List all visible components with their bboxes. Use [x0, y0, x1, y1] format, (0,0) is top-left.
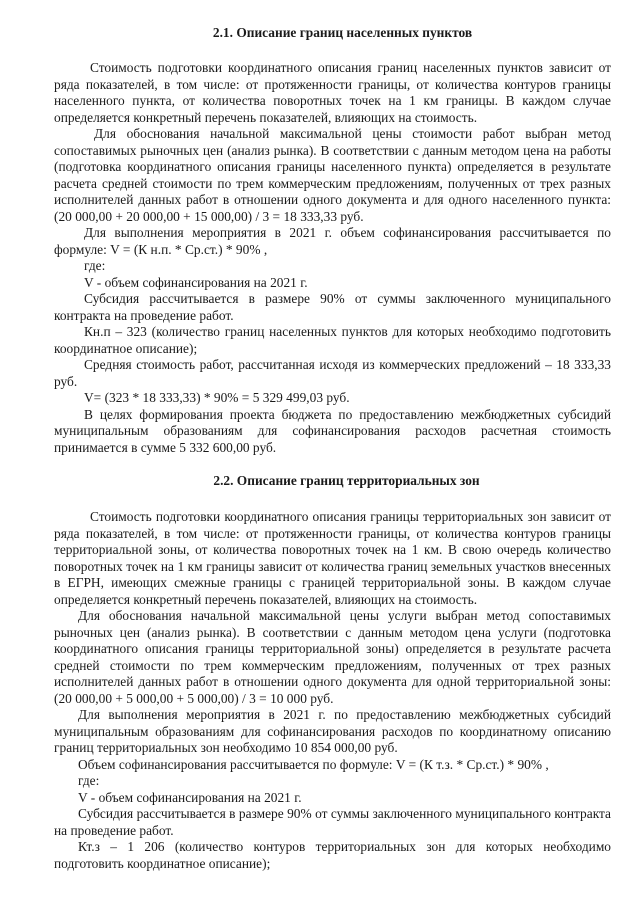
section-2-paragraph-formula: Объем софинансирования рассчитывается по формуле: V = (К т.з. * Ср.ст.) * 90% , [78, 756, 549, 772]
section-1-where-label: где: [84, 258, 106, 273]
section-2-title: 2.2. Описание границ территориальных зон [213, 473, 480, 488]
section-1-budget-amount: В целях формирования проекта бюджета по предоставлению межбюджетных субсидий муниципальным образованиям для софинансирования расходов расчетная стоимость принимается в сумме 5 332 600,00 руб. [54, 406, 611, 455]
section-2-where-label: где: [78, 773, 100, 788]
section-2-paragraph-required-amount: Для выполнения мероприятия в 2021 г. по предоставлению межбюджетных субсидий муниципальным образованиям для софинансирования расходов по координатному описанию границ территориальных зон необходимо 10 854 000,00 руб. [54, 707, 611, 755]
section-1-calculation: V= (323 * 18 333,33) * 90% = 5 329 499,03 руб. [84, 390, 350, 405]
section-2-subsidy-rate: Субсидия рассчитывается в размере 90% от суммы заключенного муниципального контракта на проведение работ. [54, 806, 611, 838]
section-1-average-cost: Средняя стоимость работ, рассчитанная исходя из коммерческих предложений – 18 333,33 руб. [54, 357, 611, 389]
section-1-paragraph-price-method: Для обоснования начальной максимальной цены стоимости работ выбран метод сопоставимых рыночных цен (анализ рынка). В соответствии с данным методом цена на работы (подготовка координатного описания границы населенного пункта) определяется в результате расчета средней стоимости по трем коммерческим предложениям, полученных от трех разных исполнителей данных работ в отношении одного документа и для одного населенного пункта: (20 000,00 + 20 000,00 + 15 000,00) / 3 = 18 333,33 руб. [54, 126, 611, 224]
section-1-title: 2.1. Описание границ населенных пунктов [212, 25, 473, 40]
section-1-count-definition: Кн.п – 323 (количество границ населенных пунктов для которых необходимо подготовить координатное описание); [54, 324, 611, 356]
section-1-v-definition: V - объем софинансирования на 2021 г. [84, 274, 308, 290]
section-2-v-definition: V - объем софинансирования на 2021 г. [78, 789, 302, 805]
section-2-count-definition: Кт.з – 1 206 (количество контуров территориальных зон для которых необходимо подготовить координатное описание); [54, 839, 611, 871]
section-2-paragraph-cost-factors: Стоимость подготовки координатного описания границы территориальных зон зависит от ряда показателей, в том числе: от протяженности границы, от количества контуров границы территориальной зоны, от количества поворотных точек на 1 км. В свою очередь количество поворотных точек на 1 км границы зависит от количества границ земельных участков внесенных в ЕГРН, имеющих смежные границы с границей территориальной зоны. В каждом случае определяется конкретный перечень показателей, влияющих на стоимость. [54, 509, 611, 607]
section-1-subsidy-rate: Субсидия рассчитывается в размере 90% от суммы заключенного муниципального контракта на проведение работ. [54, 291, 611, 323]
section-2-paragraph-price-method: Для обоснования начальной максимальной цены услуги выбран метод сопоставимых рыночных цен (анализ рынка). В соответствии с данным методом цена услуги (подготовка координатного описания границы территориальной зоны) определяется в результате расчета средней стоимости по трем коммерческим предложениям, полученных от трех разных исполнителей данных работ в отношении одного документа для одной территориальной зоны: (20 000,00 + 5 000,00 + 5 000,00) / 3 = 10 000 руб. [54, 608, 611, 706]
section-1-paragraph-cost-factors: Стоимость подготовки координатного описания границ населенных пунктов зависит от ряда показателей, в том числе: от протяженности границы, от количества контуров границы населенного пункта, от количества поворотных точек на 1 км границы. В каждом случае определяется конкретный перечень показателей, влияющих на стоимость. [54, 60, 611, 125]
section-1-paragraph-formula: Для выполнения мероприятия в 2021 г. объем софинансирования рассчитывается по формуле: V = (К н.п. * Ср.ст.) * 90% , [54, 225, 611, 257]
